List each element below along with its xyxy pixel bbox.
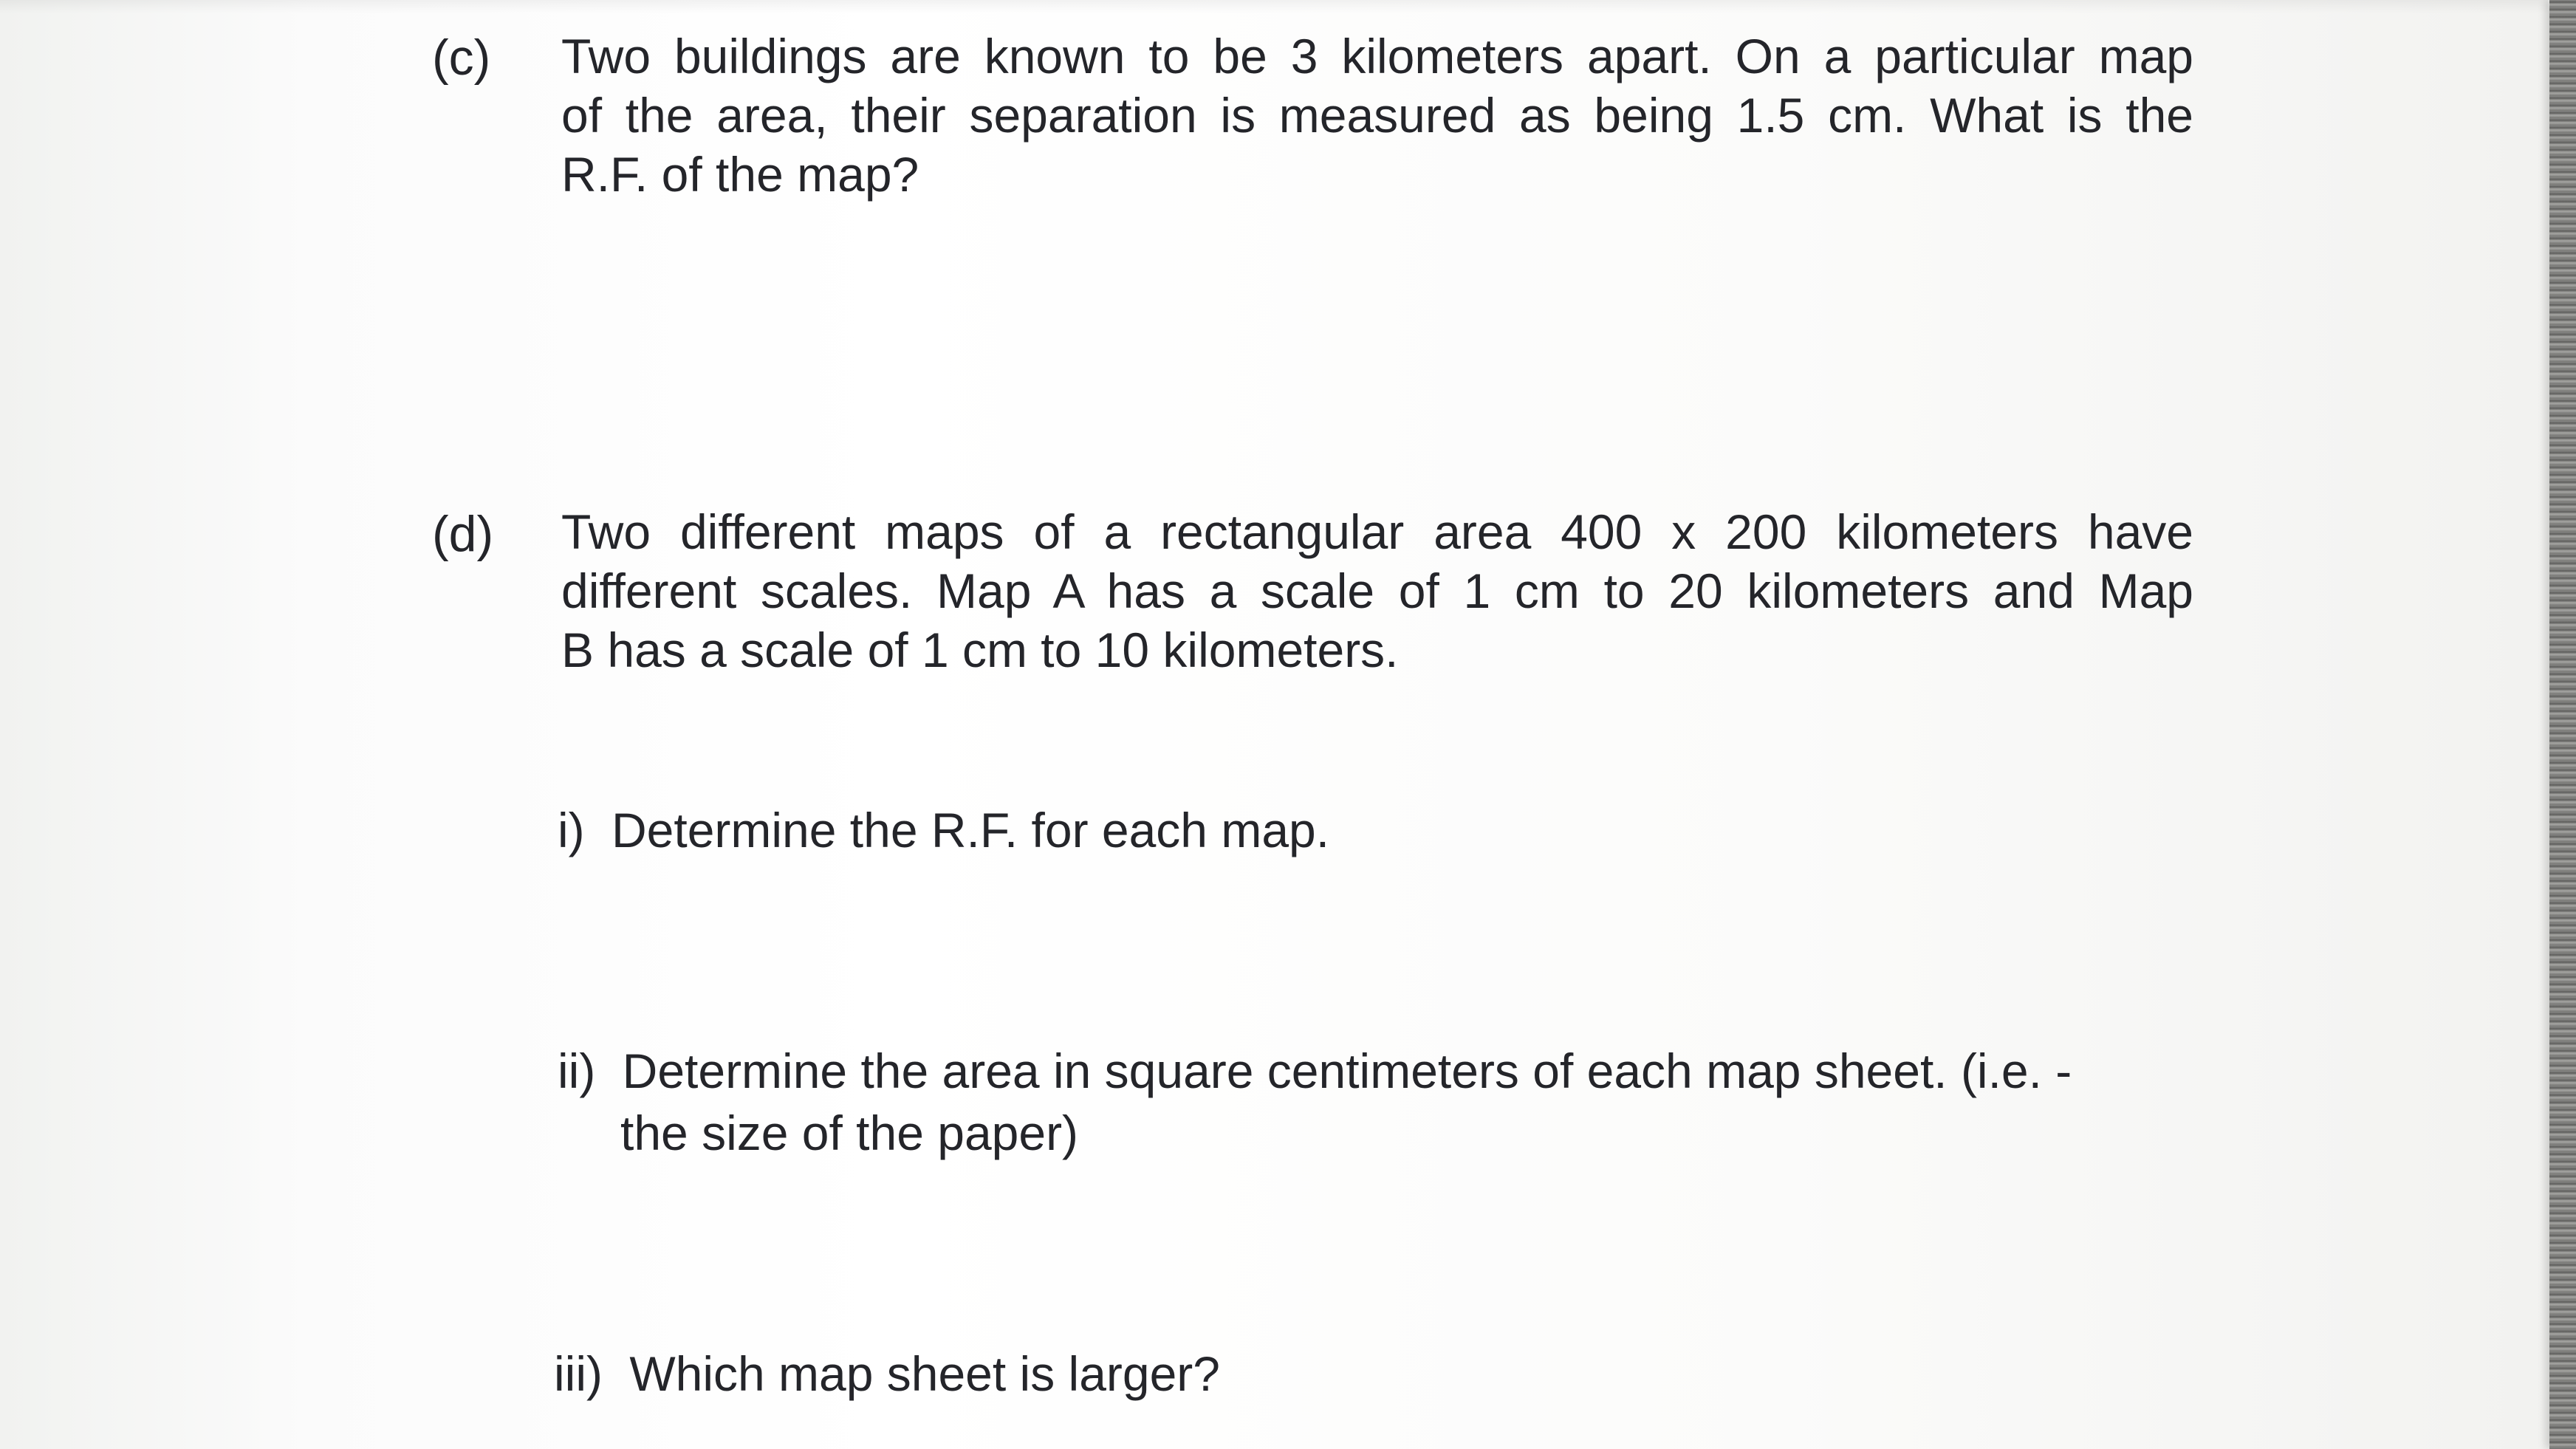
question-d-line-2: different scales. Map A has a scale of 1 cm to 20 kilometers and Map [561, 564, 2193, 618]
question-d-line-1: Two different maps of a rectangular area 400 x 200 kilometers have [561, 504, 2193, 559]
subquestion-ii-label: ii) [558, 1044, 596, 1098]
question-d-label: (d) [432, 506, 494, 562]
stacked-pages-edge [2549, 0, 2576, 1449]
subquestion-iii-label: iii) [554, 1346, 603, 1401]
subquestion-ii [558, 1040, 2072, 1102]
question-d-line-3: B has a scale of 1 cm to 10 kilometers. [561, 623, 1399, 677]
question-c-line-3: R.F. of the map? [561, 147, 919, 202]
subquestion-i-text: Determine the R.F. for each map. [612, 803, 1330, 857]
subquestion-iii-text: Which map sheet is larger? [629, 1346, 1220, 1401]
question-c-line-1: Two buildings are known to be 3 kilometers apart. On a particular map [561, 29, 2193, 83]
question-d-text [561, 502, 2193, 679]
subquestion-ii-continued [620, 1102, 1078, 1164]
subquestion-ii-text-line-1: Determine the area in square centimeters of each map sheet. (i.e. - [622, 1044, 2072, 1098]
subquestion-i-label: i) [558, 803, 585, 857]
subquestion-iii [554, 1343, 1220, 1405]
page-shadow [0, 0, 2548, 13]
question-c-label: (c) [432, 30, 491, 86]
subquestion-ii-text-line-2: the size of the paper) [620, 1106, 1079, 1160]
subquestion-i [558, 799, 1329, 861]
question-c-text [561, 27, 2193, 204]
question-c-line-2: of the area, their separation is measured as being 1.5 cm. What is the [561, 88, 2193, 143]
